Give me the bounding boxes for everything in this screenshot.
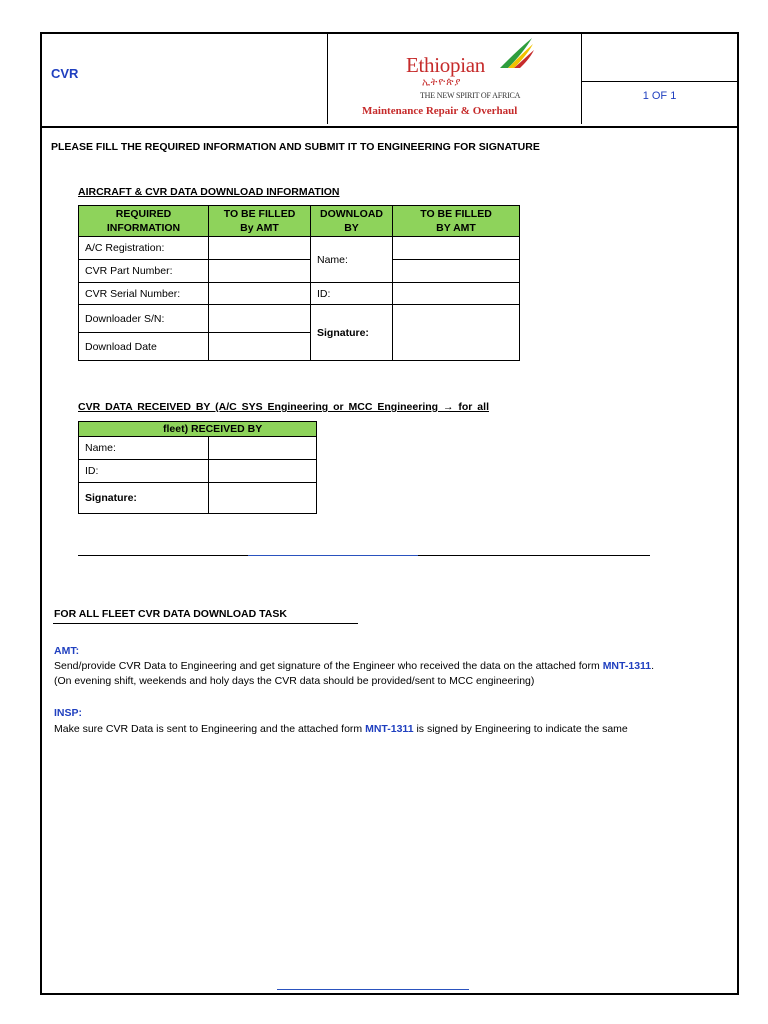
downloader-name-field[interactable] [393,237,520,260]
downloader-id-field[interactable] [393,283,520,305]
footer-line [277,989,469,990]
download-by-signature-label: Signature: [311,305,393,361]
row-label-ac-registration: A/C Registration: [79,237,209,260]
received-id-label: ID: [79,460,209,483]
logo-tagline: THE NEW SPIRIT OF AFRICA [420,91,521,100]
revision-box [582,34,737,82]
header-to-be-filled-by-amt: TO BE FILLED By AMT [209,206,311,237]
row-label-cvr-serial-number: CVR Serial Number: [79,283,209,305]
received-section-title: CVR DATA RECEIVED BY (A/C SYS Engineering or MCC Engineering → for all [78,401,489,413]
ac-registration-field[interactable] [209,237,311,260]
amt-instruction-line-1: Send/provide CVR Data to Engineering and get signature of the Engineer who received the data on the attached form MNT-1311. [54,660,655,672]
received-signature-label: Signature: [79,483,209,514]
downloader-signature-field[interactable] [393,305,520,361]
document-header [42,34,737,128]
table-row [79,437,317,460]
logo-amharic-wordmark: ኢትዮጵያ [422,77,462,88]
table-row [79,283,520,305]
table-row [79,260,520,283]
logo-subtitle: Maintenance Repair & Overhaul [362,105,518,117]
header-download-by: DOWNLOAD BY [311,206,393,237]
row-label-cvr-part-number: CVR Part Number: [79,260,209,283]
received-signature-field[interactable] [209,483,317,514]
cvr-serial-number-field[interactable] [209,283,311,305]
table-row [79,460,317,483]
download-section-title: AIRCRAFT & CVR DATA DOWNLOAD INFORMATION [78,186,340,198]
header-right-cell [582,34,737,124]
table-row [79,483,317,514]
mnt-1311-reference: MNT-1311 [602,660,652,672]
amt-instruction-line-2: (On evening shift, weekends and holy days the CVR data should be provided/sent to MCC engineering) [54,675,535,687]
downloader-name-field-2[interactable] [393,260,520,283]
header-left-cell [42,34,328,124]
cvr-part-number-field[interactable] [209,260,311,283]
task-title-underline [53,623,358,624]
separator-line-blue [248,555,418,556]
table-header-row [79,206,520,237]
downloader-sn-field[interactable] [209,305,311,333]
ethiopian-bird-logo [496,36,536,70]
table-row [79,237,520,260]
page-number: 1 OF 1 [642,90,677,102]
received-by-table [78,421,317,514]
header-received-by: fleet) RECEIVED BY [79,422,317,437]
amt-label: AMT: [54,645,80,657]
logo-cell [328,34,582,124]
separator-line-2 [418,555,650,556]
table-row [79,305,520,333]
received-id-field[interactable] [209,460,317,483]
row-label-downloader-sn: Downloader S/N: [79,305,209,333]
download-by-id-label: ID: [311,283,393,305]
mnt-1311-reference-2: MNT-1311 [365,723,414,735]
separator-line [78,555,248,556]
instruction-text: PLEASE FILL THE REQUIRED INFORMATION AND SUBMIT IT TO ENGINEERING FOR SIGNATURE [51,141,540,153]
download-info-table [78,205,520,361]
received-name-field[interactable] [209,437,317,460]
download-by-name-label: Name: [311,237,393,283]
table-header-row [79,422,317,437]
download-date-field[interactable] [209,333,311,361]
page-frame [40,32,739,995]
task-section-title: FOR ALL FLEET CVR DATA DOWNLOAD TASK [54,608,287,620]
insp-instruction-line: Make sure CVR Data is sent to Engineering and the attached form MNT-1311 is signed by Engineering to indicate the same [54,723,628,735]
header-required-information: REQUIRED INFORMATION [79,206,209,237]
received-name-label: Name: [79,437,209,460]
insp-label: INSP: [54,707,83,719]
row-label-download-date: Download Date [79,333,209,361]
document-code: CVR [51,66,79,81]
header-to-be-filled-by-amt-2: TO BE FILLED BY AMT [393,206,520,237]
logo-wordmark: Ethiopian [406,53,485,77]
